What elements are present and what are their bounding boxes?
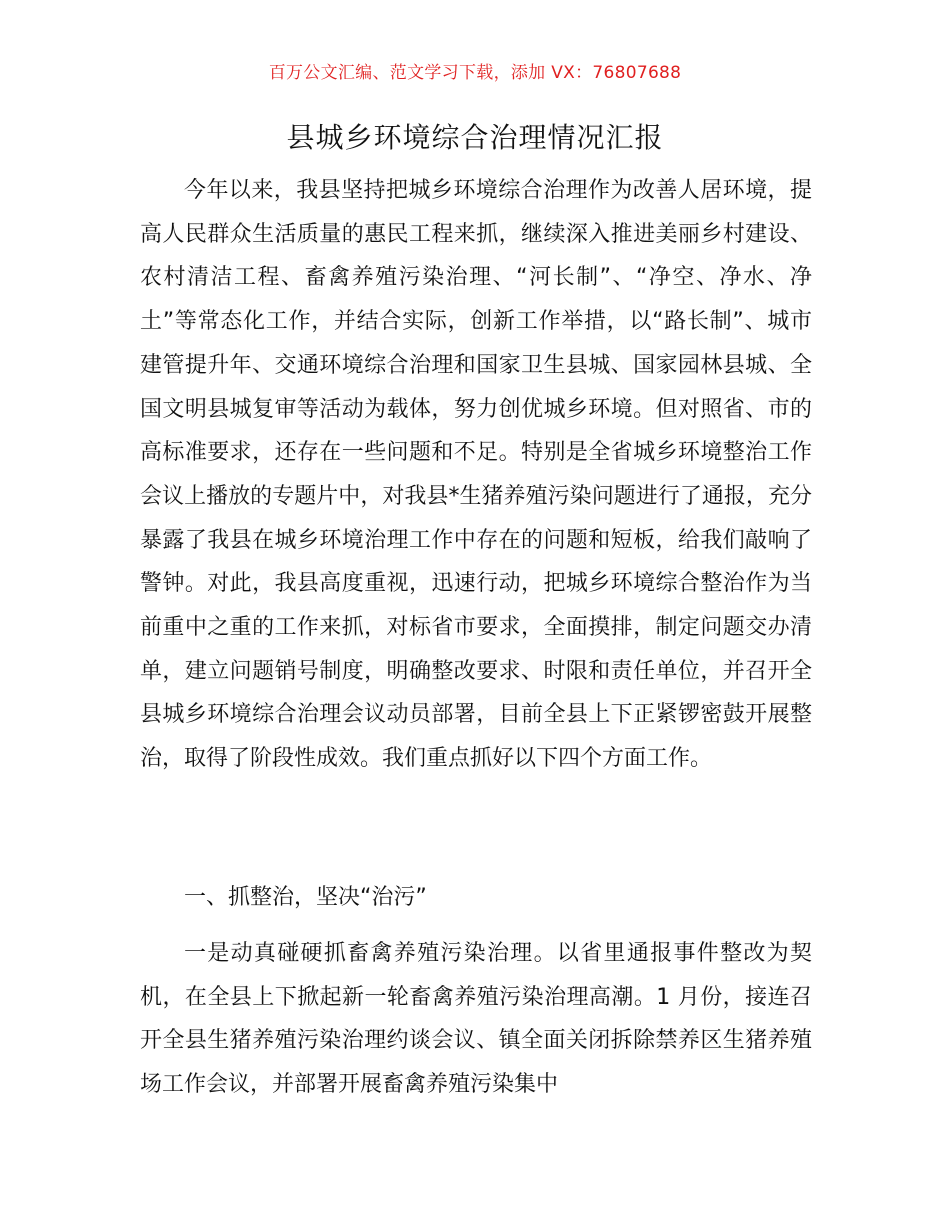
document-body (140, 169, 812, 781)
intro-paragraph: 今年以来，我县坚持把城乡环境综合治理作为改善人居环境，提高人民群众生活质量的惠民工程来抓，继续深入推进美丽乡村建设、农村清洁工程、畜禽养殖污染治理、“河长制”、“净空、净水、净土”等常态化工作，并结合实际，创新工作举措，以“路长制”、城市建管提升年、交通环境综合治理和国家卫生县城、国家园林县城、全国文明县城复审等活动为载体，努力创优城乡环境。但对照省、市的高标准要求，还存在一些问题和不足。特别是全省城乡环境整治工作会议上播放的专题片中，对我县*生猪养殖污染问题进行了通报，充分暴露了我县在城乡环境治理工作中存在的问题和短板，给我们敲响了警钟。对此，我县高度重视，迅速行动，把城乡环境综合整治作为当前重中之重的工作来抓，对标省市要求，全面摸排，制定问题交办清单，建立问题销号制度，明确整改要求、时限和责任单位，并召开全县城乡环境综合治理会议动员部署，目前全县上下正紧锣密鼓开展整治，取得了阶段性成效。我们重点抓好以下四个方面工作。 (140, 178, 812, 772)
section-heading: 一、抓整治，坚决“治污” (184, 885, 427, 910)
section-paragraph: 一是动真碰硬抓畜禽养殖污染治理。以省里通报事件整改为契机，在全县上下掀起新一轮畜禽养殖污染治理高潮。1 月份，接连召开全县生猪养殖污染治理约谈会议、镇全面关闭拆除禁养区生猪养殖场工作会议，并部署开展畜禽养殖污染集中 (140, 941, 812, 1098)
page-title: 县城乡环境综合治理情况汇报 (286, 121, 664, 154)
section-body (140, 932, 812, 1107)
section-heading-block (140, 876, 812, 920)
download-banner: 百万公文汇编、范文学习下载，添加 VX：76807688 (268, 63, 682, 83)
